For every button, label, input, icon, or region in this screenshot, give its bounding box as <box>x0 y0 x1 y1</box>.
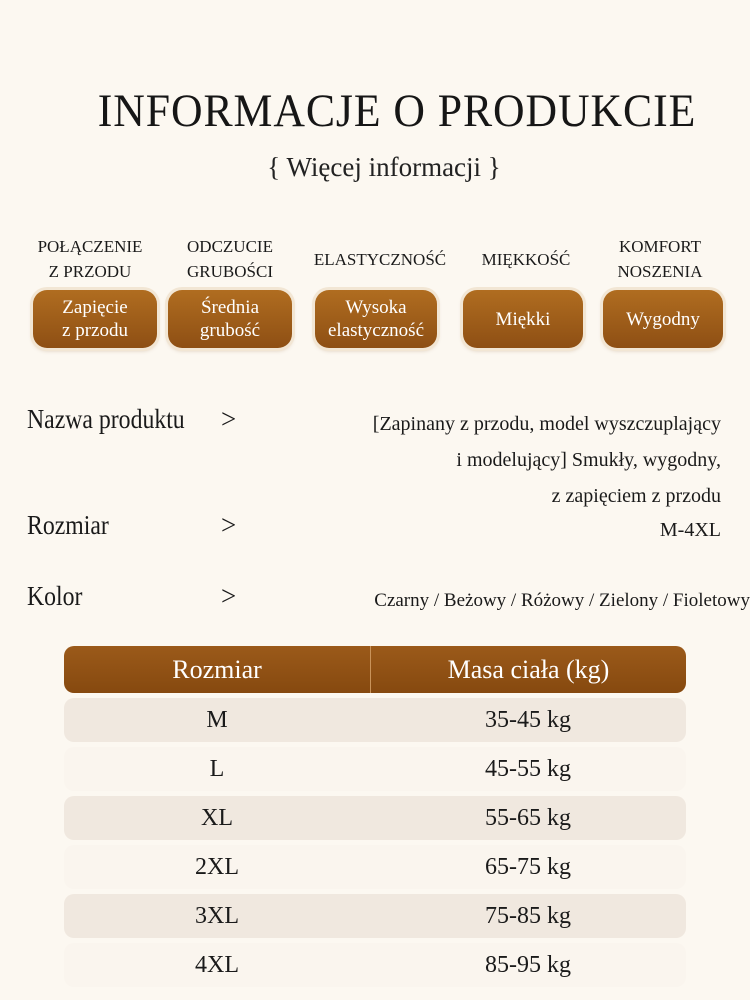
table-row <box>64 796 686 840</box>
info-value: [Zapinany z przodu, model wyszczuplający i modelujący] Smukły, wygodny, z zapięciem z przodu <box>372 413 721 507</box>
feature-label: MIĘKKOŚĆ <box>481 249 571 269</box>
table-cell-weight: 55-65 kg <box>485 805 571 831</box>
feature-comfort <box>580 232 740 357</box>
table-row <box>64 698 686 742</box>
table-cell-size: XL <box>201 805 233 831</box>
info-value: Czarny / Beżowy / Różowy / Zielony / Fioletowy <box>374 590 750 611</box>
table-row <box>64 845 686 889</box>
info-key: Nazwa produktu <box>27 404 185 434</box>
table-cell-weight: 35-45 kg <box>485 707 571 733</box>
feature-front-closure <box>10 232 170 357</box>
size-table <box>64 646 686 987</box>
table-cell-size: 4XL <box>195 952 239 978</box>
feature-value-pill: Wysoka elastyczność <box>315 290 437 348</box>
chevron-right-icon: > <box>221 581 237 611</box>
table-cell-weight: 75-85 kg <box>485 903 571 929</box>
table-row <box>64 943 686 987</box>
chevron-right-icon: > <box>221 404 237 434</box>
table-cell-weight: 45-55 kg <box>485 756 571 782</box>
feature-value-pill: Miękki <box>463 290 583 348</box>
info-key: Rozmiar <box>27 510 109 540</box>
feature-value-pill: Zapięcie z przodu <box>33 290 157 348</box>
chevron-right-icon: > <box>221 510 237 540</box>
feature-value-pill: Wygodny <box>603 290 723 348</box>
table-cell-weight: 85-95 kg <box>485 952 571 978</box>
table-row <box>64 894 686 938</box>
table-cell-size: 2XL <box>195 854 239 880</box>
table-cell-size: 3XL <box>195 903 239 929</box>
info-value: M-4XL <box>659 519 721 541</box>
info-key: Kolor <box>27 581 83 611</box>
feature-value-pill: Średnia grubość <box>168 290 292 348</box>
table-header-size: Rozmiar <box>64 646 371 693</box>
table-row <box>64 747 686 791</box>
feature-list <box>0 232 750 362</box>
table-cell-weight: 65-75 kg <box>485 854 571 880</box>
table-cell-size: M <box>206 707 228 733</box>
feature-label: POŁĄCZENIE Z PRZODU <box>37 237 143 281</box>
feature-thickness <box>150 232 310 357</box>
table-header <box>64 646 686 693</box>
feature-elasticity <box>300 232 460 357</box>
feature-label: ODCZUCIE GRUBOŚCI <box>187 237 273 281</box>
table-cell-size: L <box>209 756 225 782</box>
feature-label: KOMFORT NOSZENIA <box>617 237 703 281</box>
feature-label: ELASTYCZNOŚĆ <box>313 249 447 269</box>
page-subtitle: { Więcej informacji } <box>267 152 501 182</box>
table-header-weight: Masa ciała (kg) <box>447 655 610 684</box>
page-title: INFORMACJE O PRODUKCIE <box>97 85 697 137</box>
